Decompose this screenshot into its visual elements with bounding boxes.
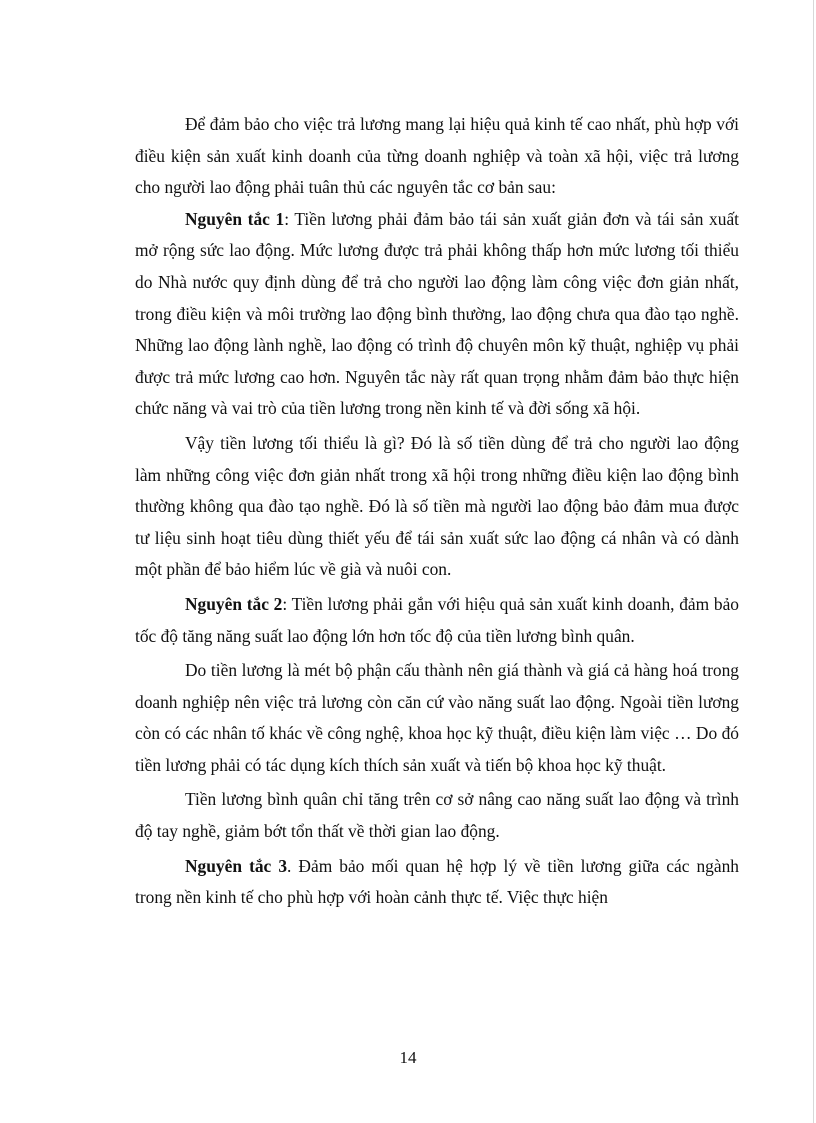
- paragraph-average-wage: [135, 784, 739, 847]
- paragraph-text: : Tiền lương phải gắn với hiệu quả sản xuất kinh doanh, đảm bảo tốc độ tăng năng suất lao động lớn hơn tốc độ của tiền lương bình quân.: [135, 593, 739, 646]
- paragraph-text: : Tiền lương phải đảm bảo tái sản xuất giản đơn và tái sản xuất mở rộng sức lao động. Mức lương được trả phải không thấp hơn mức lương tối thiểu do Nhà nước quy định dùng để trả cho người lao động làm công việc đơn giản nhất, trong điều kiện và môi trường lao động bình thường, lao động chưa qua đào tạo nghề. Những lao động lành nghề, lao động có trình độ chuyên môn kỹ thuật, nghiệp vụ phải được trả mức lương cao hơn. Nguyên tắc này rất quan trọng nhằm đảm bảo thực hiện chức năng và vai trò của tiền lương trong nền kinh tế và đời sống xã hội.: [135, 208, 739, 419]
- paragraph-text: Để đảm bảo cho việc trả lương mang lại hiệu quả kinh tế cao nhất, phù hợp với điều kiện sản xuất kinh doanh của từng doanh nghiệp và toàn xã hội, việc trả lương cho người lao động phải tuân thủ các nguyên tắc cơ bản sau:: [135, 114, 739, 198]
- paragraph-principle-2: [135, 589, 739, 652]
- paragraph-wage-cost: [135, 655, 739, 781]
- document-body: [135, 109, 739, 914]
- paragraph-intro: [135, 109, 739, 204]
- paragraph-text: . Đảm bảo mối quan hệ hợp lý về tiền lương giữa các ngành trong nền kinh tế cho phù hợp với hoàn cảnh thực tế. Việc thực hiện: [135, 855, 739, 908]
- paragraph-text: Vậy tiền lương tối thiểu là gì? Đó là số tiền dùng để trả cho người lao động làm những công việc đơn giản nhất trong xã hội trong những điều kiện lao động bình thường không qua đào tạo nghề. Đó là số tiền mà người lao động bảo đảm mua được tư liệu sinh hoạt tiêu dùng thiết yếu để tái sản xuất sức lao động cá nhân và có dành một phần để bảo hiểm lúc về già và nuôi con.: [135, 432, 739, 580]
- paragraph-lead-principle-2: Nguyên tắc 2: [185, 593, 283, 614]
- paragraph-minimum-wage: [135, 428, 739, 586]
- paragraph-lead-principle-1: Nguyên tắc 1: [185, 208, 285, 229]
- page-edge-divider: [813, 0, 814, 1123]
- paragraph-principle-1: [135, 204, 739, 425]
- paragraph-lead-principle-3: Nguyên tắc 3: [185, 855, 288, 876]
- paragraph-principle-3: [135, 851, 739, 914]
- paragraph-text: Do tiền lương là mét bộ phận cấu thành nên giá thành và giá cả hàng hoá trong doanh nghiệp nên việc trả lương còn căn cứ vào năng suất lao động. Ngoài tiền lương còn có các nhân tố khác về công nghệ, khoa học kỹ thuật, điều kiện làm việc … Do đó tiền lương phải có tác dụng kích thích sản xuất và tiến bộ khoa học kỹ thuật.: [135, 660, 739, 775]
- paragraph-text: Tiền lương bình quân chỉ tăng trên cơ sở nâng cao năng suất lao động và trình độ tay nghề, giảm bớt tổn thất về thời gian lao động.: [135, 789, 739, 842]
- page-number: 14: [399, 1048, 417, 1067]
